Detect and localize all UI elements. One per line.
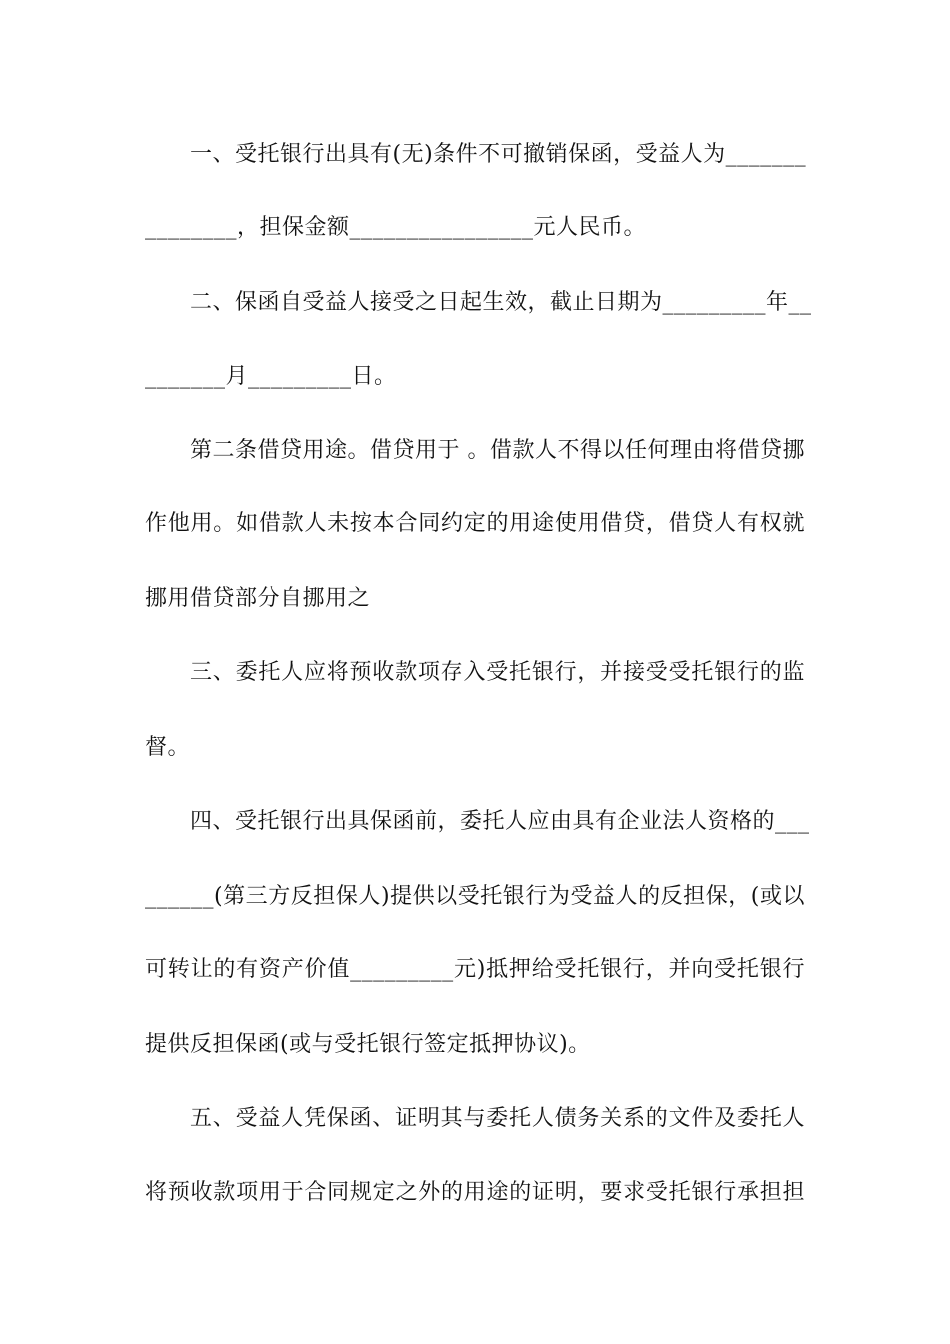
clause-4-line-1: 四、受托银行出具保函前，委托人应由具有企业法人资格的___ [190,809,810,834]
article-2-line-2: 作他用。如借款人未按本合同约定的用途使用借贷，借贷人有权就 [145,511,805,536]
clause-5-line-1: 五、受益人凭保函、证明其与委托人债务关系的文件及委托人 [190,1106,805,1131]
clause-4-line-2: ______(第三方反担保人)提供以受托银行为受益人的反担保，(或以 [145,884,805,909]
clause-3-line-2: 督。 [145,735,191,760]
clause-1-line-2: ________，担保金额________________元人民币。 [145,215,647,240]
article-2-line-1: 第二条借贷用途。借贷用于 。借款人不得以任何理由将借贷挪 [190,438,805,463]
clause-4-line-4: 提供反担保函(或与受托银行签定抵押协议)。 [145,1032,591,1057]
article-2-line-3: 挪用借贷部分自挪用之 [145,586,371,611]
clause-2-line-1: 二、保函自受益人接受之日起生效，截止日期为_________年__ [190,290,812,315]
clause-3-line-1: 三、委托人应将预收款项存入受托银行，并接受受托银行的监 [190,660,805,685]
clause-1-line-1: 一、受托银行出具有(无)条件不可撤销保函，受益人为_______ [190,142,807,167]
clause-4-line-3: 可转让的有资产价值_________元)抵押给受托银行，并向受托银行 [145,957,805,982]
clause-2-line-2: _______月_________日。 [145,364,397,389]
clause-5-line-2: 将预收款项用于合同规定之外的用途的证明，要求受托银行承担担 [145,1180,805,1205]
